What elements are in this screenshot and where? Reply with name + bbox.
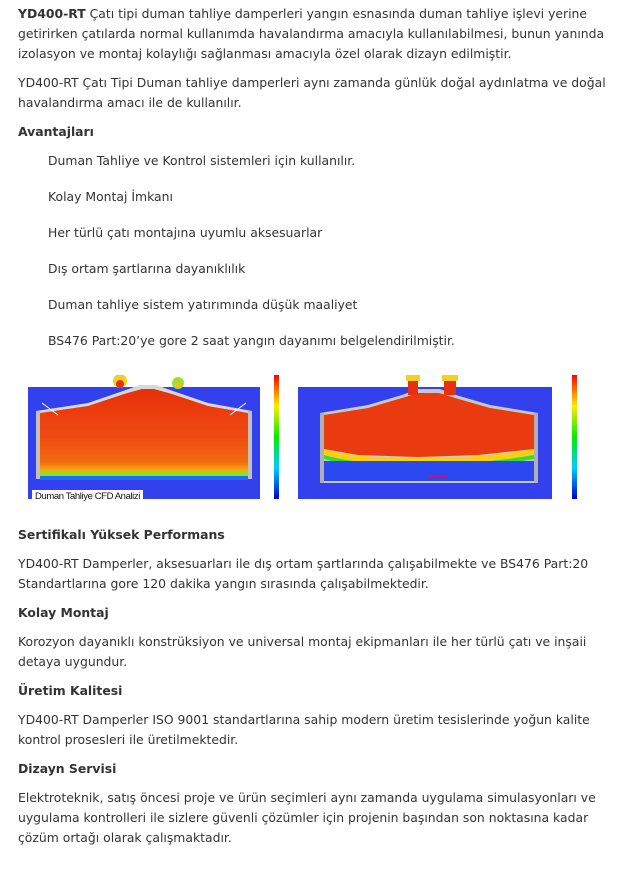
intro-paragraph-2: YD400-RT Çatı Tipi Duman tahliye damperleri aynı zamanda günlük doğal aydınlatma ve doğal havalandırma amacı ile de kullanılır. [18, 75, 606, 110]
list-item: Duman Tahliye ve Kontrol sistemleri için kullanılır. [48, 153, 356, 168]
product-code: YD400-RT [18, 6, 86, 21]
section-title: Dizayn Servisi [18, 761, 117, 776]
section-text: Korozyon dayanıklı konstrüksiyon ve universal montaj ekipmanları ile her türlü çatı ve inşaii detaya uygundur. [18, 634, 587, 669]
list-item: Kolay Montaj İmkanı [48, 189, 173, 204]
section-text: YD400-RT Damperler, aksesuarları ile dış ortam şartlarında çalışabilmekte ve BS476 Part:20 Standartlarına gore 120 dakika yangın sırasında çalışabilmektedir. [18, 556, 589, 591]
section-text: YD400-RT Damperler ISO 9001 standartlarına sahip modern üretim tesislerinde yoğun kalite kontrol prosesleri ile üretilmektedir. [18, 712, 590, 747]
cfd-analysis-figure [28, 375, 625, 507]
list-item: Dış ortam şartlarına dayanıklılık [48, 261, 246, 276]
advantages-list [48, 151, 607, 367]
intro-paragraph-1 [18, 4, 607, 64]
intro-paragraph-1-text: Çatı tipi duman tahliye damperleri yangın esnasında duman tahliye işlevi yerine getirirken çatılarda normal kullanımda havalandırma amacıyla kullanılabilmesi, bunun yanında izolasyon ve montaj kolaylığı sağlanması amacıyla özel olarak dizayn edilmiştir. [18, 6, 605, 61]
cfd-simulation-image-right [298, 375, 588, 507]
list-item: Duman tahliye sistem yatırımında düşük maaliyet [48, 297, 358, 312]
figure-caption: Duman Tahliye CFD Analizi [32, 490, 143, 503]
section-title: Üretim Kalitesi [18, 683, 123, 698]
section-title: Sertifikalı Yüksek Performans [18, 527, 225, 542]
cfd-simulation-image-left [28, 375, 298, 507]
list-item: BS476 Part:20’ye gore 2 saat yangın dayanımı belgelendirilmiştir. [48, 333, 455, 348]
list-item: Her türlü çatı montajına uyumlu aksesuarlar [48, 225, 323, 240]
advantages-heading: Avantajları [18, 124, 94, 139]
section-text: Elektroteknik, satış öncesi proje ve ürün seçimleri aynı zamanda uygulama simulasyonları ve uygulama kontrolleri ile sizlere güvenli çözümler için projenin başından son noktasına kadar çözüm ortağı olarak çalışmaktadır. [18, 790, 596, 845]
section-title: Kolay Montaj [18, 605, 109, 620]
